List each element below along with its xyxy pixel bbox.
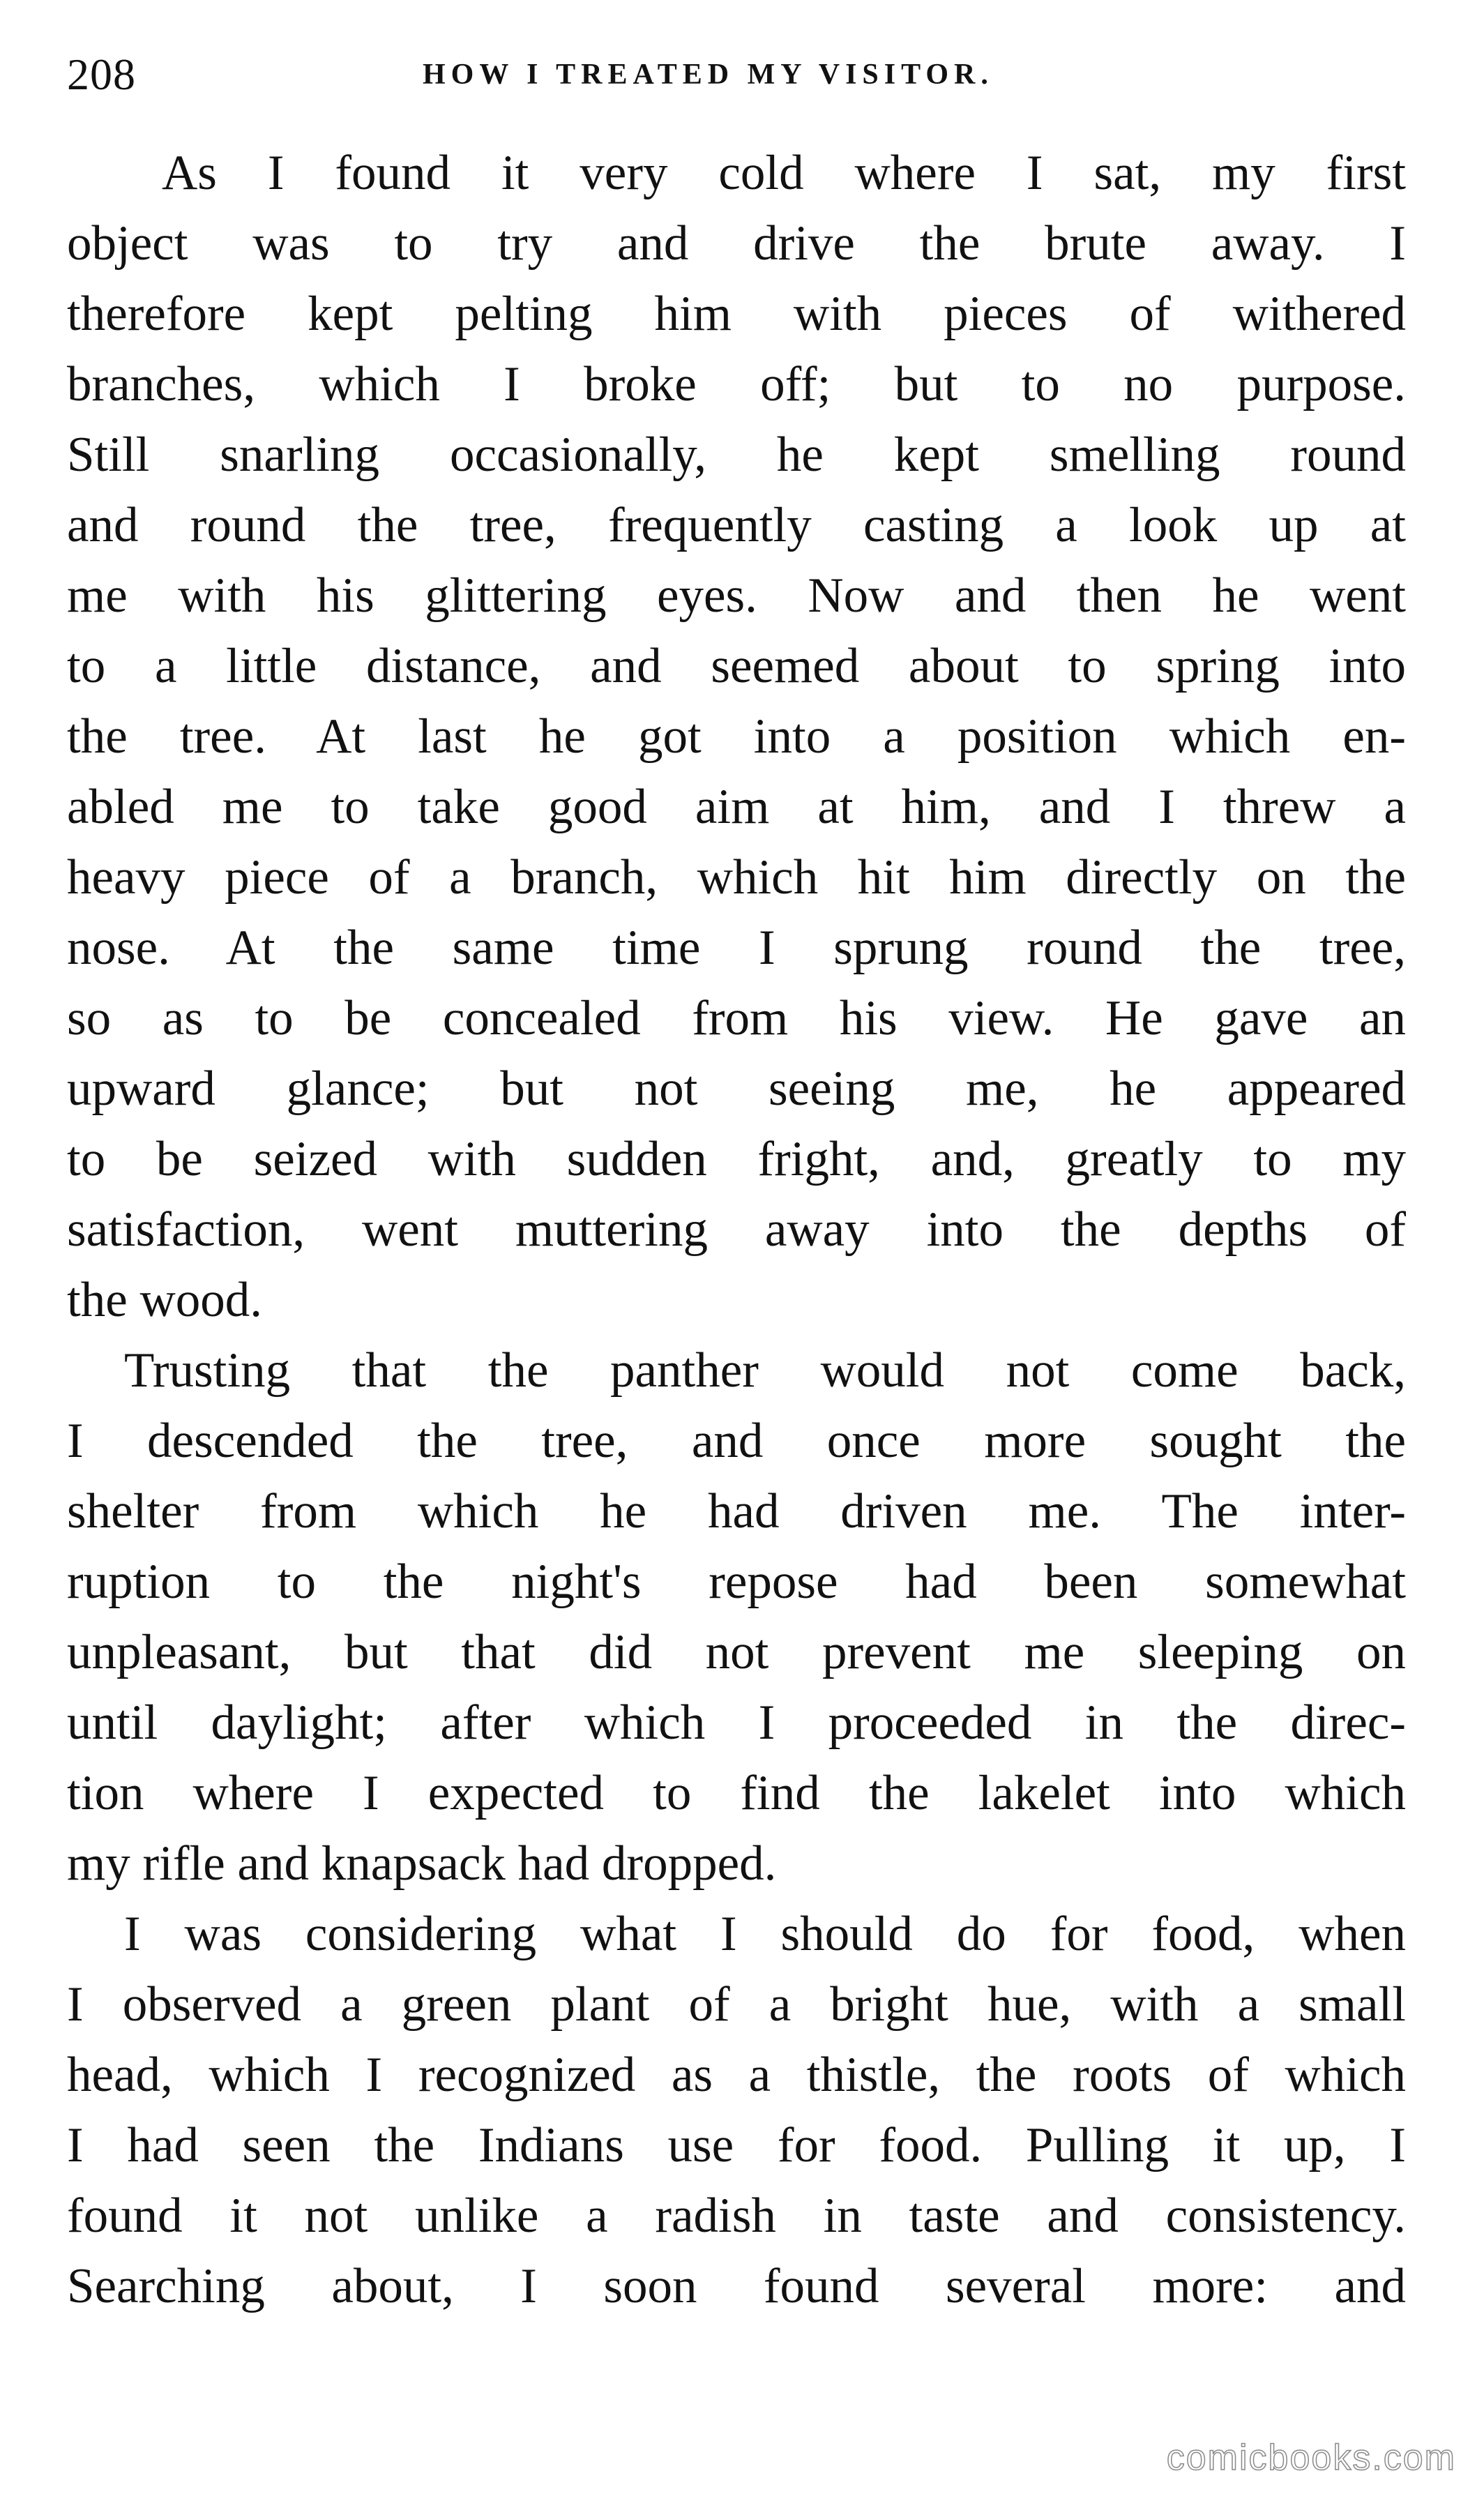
text-line: and round the tree, frequently casting a look up at <box>67 498 1406 552</box>
text-line: ruption to the night's repose had been somewhat <box>67 1555 1406 1609</box>
text-line: therefore kept pelting him with pieces of withered <box>67 287 1406 341</box>
text-line: I had seen the Indians use for food. Pulling it up, I <box>67 2118 1406 2173</box>
text-line: Trusting that the panther would not come back, <box>124 1343 1406 1398</box>
text-line: object was to try and drive the brute away. I <box>67 216 1406 271</box>
text-line: Still snarling occasionally, he kept smelling round <box>67 428 1406 482</box>
text-line: nose. At the same time I sprung round the tree, <box>67 921 1406 975</box>
text-line: head, which I recognized as a thistle, the roots of which <box>67 2048 1406 2102</box>
text-line: until daylight; after which I proceeded in the direc- <box>67 1695 1406 1750</box>
page-header <box>67 36 1406 113</box>
text-line: As I found it very cold where I sat, my first <box>162 146 1406 200</box>
text-line: upward glance; but not seeing me, he appeared <box>67 1061 1406 1116</box>
text-line: unpleasant, but that did not prevent me sleeping on <box>67 1625 1406 1679</box>
text-line: tion where I expected to find the lakelet into which <box>67 1766 1406 1820</box>
text-line: abled me to take good aim at him, and I threw a <box>67 780 1406 834</box>
text-line: the wood. <box>67 1273 263 1327</box>
running-head: HOW I TREATED MY VISITOR. <box>423 59 994 91</box>
text-line: the tree. At last he got into a position which en- <box>67 709 1406 764</box>
page-number: 208 <box>67 50 136 99</box>
text-line: I observed a green plant of a bright hue, with a small <box>67 1977 1406 2032</box>
text-line: so as to be concealed from his view. He gave an <box>67 991 1406 1045</box>
text-line: me with his glittering eyes. Now and then he went <box>67 568 1406 623</box>
text-line: to a little distance, and seemed about to spring into <box>67 639 1406 693</box>
text-line: I was considering what I should do for food, when <box>124 1907 1406 1961</box>
body-text <box>67 138 1406 2391</box>
text-line: shelter from which he had driven me. The inter- <box>67 1484 1406 1539</box>
watermark: comicbooks.com <box>1166 2438 1456 2478</box>
text-line: Searching about, I soon found several more: and <box>67 2259 1406 2313</box>
text-line: to be seized with sudden fright, and, greatly to my <box>67 1132 1406 1186</box>
text-line: branches, which I broke off; but to no purpose. <box>67 357 1406 411</box>
text-line: found it not unlike a radish in taste and consistency. <box>67 2189 1406 2243</box>
text-line: I descended the tree, and once more sought the <box>67 1414 1406 1468</box>
text-line: satisfaction, went muttering away into the depths of <box>67 1202 1406 1257</box>
text-line: heavy piece of a branch, which hit him directly on the <box>67 850 1406 905</box>
text-line: my rifle and knapsack had dropped. <box>67 1836 777 1891</box>
